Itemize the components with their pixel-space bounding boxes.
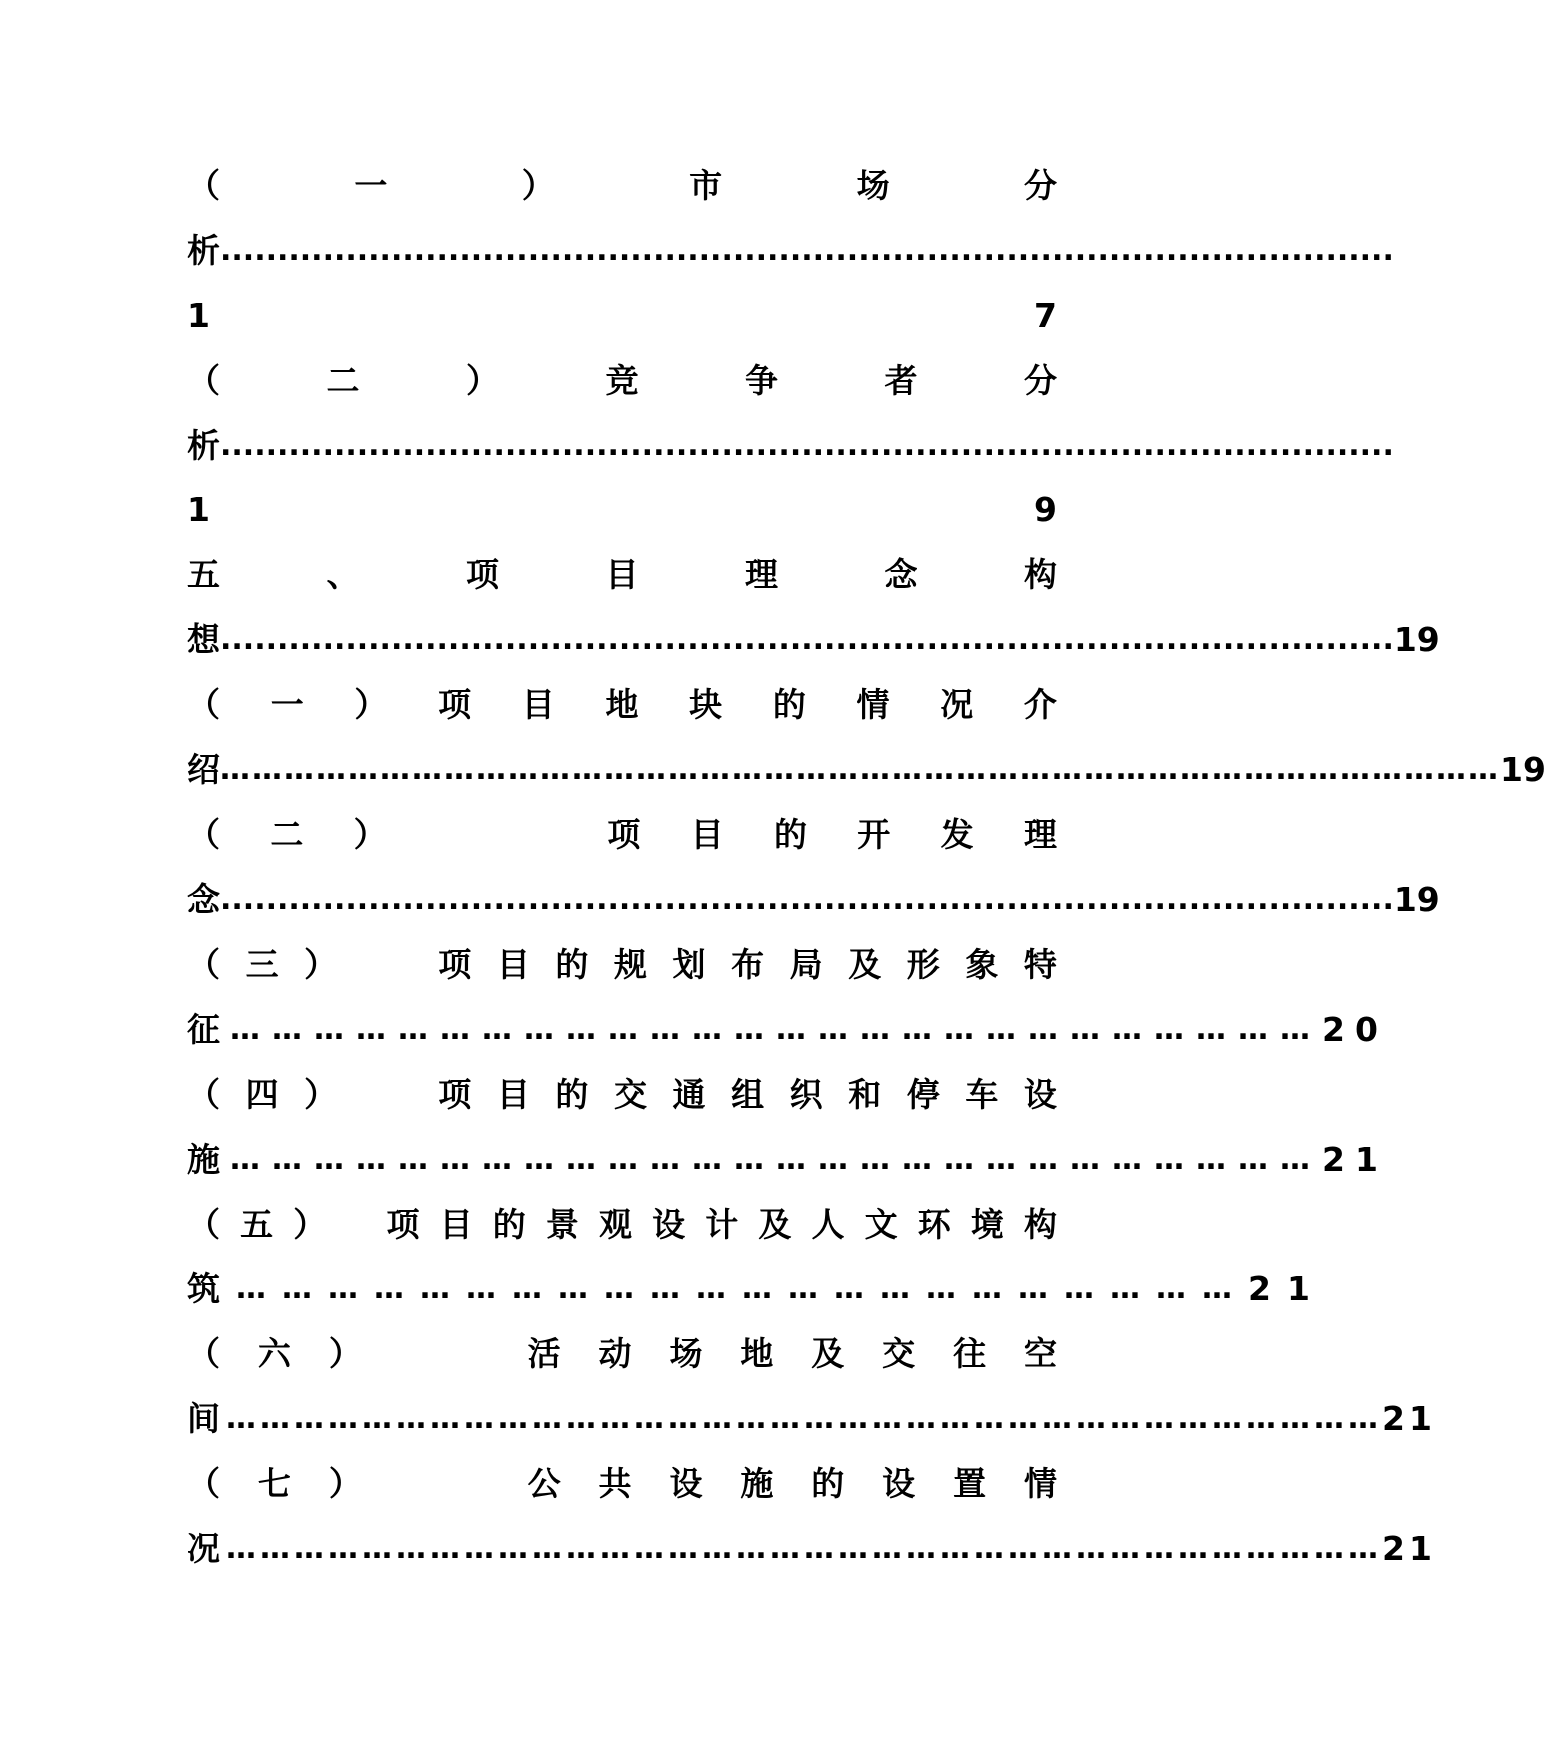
heading-char: 项 — [466, 555, 499, 594]
heading-char: 设 — [882, 1464, 916, 1503]
heading-tail: 念 — [187, 880, 220, 919]
heading-char: 况 — [940, 685, 974, 724]
heading-char: 计 — [705, 1205, 739, 1244]
heading-char: ） — [328, 1464, 362, 1503]
heading-char: 场 — [856, 166, 890, 205]
heading-char: 及 — [758, 1205, 792, 1244]
heading-char: ） — [328, 1334, 362, 1373]
heading-char: 共 — [598, 1464, 632, 1503]
heading-char: 地 — [605, 685, 639, 724]
page-number: 19 — [1393, 880, 1440, 919]
heading-char: （ — [187, 1075, 220, 1114]
dot-leader: ………………………………………………………………………………………… — [226, 1401, 1382, 1436]
heading-char: （ — [187, 1334, 220, 1373]
dot-leader: ....................................................................................................... — [220, 882, 1394, 917]
dot-leader: ………………………………………………………………………………………… — [226, 1531, 1382, 1566]
page-number-digit: 9 — [1034, 490, 1057, 529]
heading-char: 象 — [965, 945, 999, 984]
heading-char: 市 — [689, 166, 723, 205]
dot-leader: ………………………………………………………………………………………………………… — [220, 752, 1500, 787]
heading-char: 目 — [496, 945, 530, 984]
heading-char: 停 — [906, 1075, 940, 1114]
heading-char: 组 — [731, 1075, 765, 1114]
heading-char: 人 — [811, 1205, 845, 1244]
heading-char: 项 — [607, 815, 641, 854]
heading-char: 活 — [527, 1334, 561, 1373]
heading-char: （ — [187, 1205, 220, 1244]
heading-char: 交 — [882, 1334, 916, 1373]
heading-char: 设 — [669, 1464, 703, 1503]
toc-entry-public-facilities-leader[interactable] — [187, 1526, 1436, 1572]
heading-char: 念 — [884, 555, 918, 594]
heading-char: 观 — [599, 1205, 632, 1244]
dot-leader: …………………………………………………………………… — [230, 1142, 1322, 1177]
dot-leader: ....................................................................................................... — [220, 622, 1394, 657]
heading-char: 特 — [1023, 945, 1057, 984]
toc-entry-competitor-analysis-page[interactable] — [187, 487, 1057, 533]
toc-entry-development-concept-leader[interactable] — [187, 877, 1440, 923]
heading-char: 争 — [745, 361, 778, 400]
heading-char: ） — [354, 685, 388, 724]
heading-char: 理 — [1023, 815, 1057, 854]
toc-entry-landscape-design-leader[interactable] — [187, 1266, 1326, 1312]
heading-char: 目 — [496, 1075, 530, 1114]
page-number: 20 — [1322, 1010, 1388, 1049]
heading-char: 及 — [848, 945, 882, 984]
page-number: 21 — [1382, 1529, 1436, 1568]
dot-leader: ....................................................................................................... — [220, 233, 1394, 268]
heading-char: 项 — [438, 685, 472, 724]
heading-char: 二 — [326, 361, 360, 400]
heading-tail: 施 — [187, 1140, 220, 1179]
heading-char: 设 — [1023, 1075, 1057, 1114]
heading-char: 景 — [545, 1205, 579, 1244]
heading-char: 一 — [270, 685, 304, 724]
heading-char: 局 — [789, 945, 823, 984]
heading-char: 目 — [690, 815, 724, 854]
heading-char: 规 — [613, 945, 647, 984]
toc-entry-public-facilities-heading[interactable] — [187, 1461, 1057, 1507]
heading-char: （ — [187, 1464, 220, 1503]
heading-char: 的 — [811, 1464, 845, 1503]
toc-entry-development-concept-heading[interactable] — [187, 812, 1057, 858]
heading-char: 境 — [970, 1205, 1004, 1244]
heading-char: 六 — [257, 1334, 291, 1373]
heading-tail: 想 — [187, 620, 220, 659]
heading-char: 三 — [245, 945, 279, 984]
heading-char: 目 — [521, 685, 555, 724]
dot-leader: ....................................................................................................... — [220, 428, 1394, 463]
heading-char: 、 — [326, 555, 360, 594]
heading-char: ） — [466, 361, 499, 400]
toc-entry-market-analysis-page[interactable] — [187, 293, 1057, 339]
heading-char: 文 — [864, 1205, 898, 1244]
heading-char: 项 — [438, 1075, 472, 1114]
page-number: 19 — [1500, 750, 1546, 789]
heading-char: 的 — [555, 945, 589, 984]
toc-entry-landscape-design-heading[interactable] — [187, 1202, 1057, 1248]
heading-char: 发 — [940, 815, 974, 854]
heading-char: 者 — [884, 361, 918, 400]
heading-char: 介 — [1023, 685, 1057, 724]
heading-char: 的 — [555, 1075, 589, 1114]
heading-char: 施 — [740, 1464, 774, 1503]
heading-char: 竞 — [605, 361, 639, 400]
heading-char: 形 — [906, 945, 940, 984]
heading-char: 置 — [953, 1464, 987, 1503]
toc-entry-site-introduction-heading[interactable] — [187, 682, 1057, 728]
heading-char: 通 — [672, 1075, 706, 1114]
toc-entry-activity-space-leader[interactable] — [187, 1396, 1436, 1442]
heading-char: 交 — [613, 1075, 647, 1114]
heading-char: ） — [293, 1205, 327, 1244]
heading-char: 设 — [652, 1205, 686, 1244]
heading-char: ） — [353, 815, 387, 854]
heading-char: （ — [187, 685, 220, 724]
toc-entry-project-concept-heading[interactable] — [187, 552, 1057, 598]
heading-char: 公 — [527, 1464, 561, 1503]
heading-char: 动 — [598, 1334, 632, 1373]
heading-char: 情 — [856, 685, 890, 724]
heading-char: 项 — [386, 1205, 420, 1244]
toc-entry-project-concept-leader[interactable] — [187, 617, 1440, 663]
heading-char: 情 — [1023, 1464, 1057, 1503]
heading-char: 的 — [772, 685, 806, 724]
toc-entry-competitor-analysis-heading[interactable] — [187, 358, 1057, 404]
heading-char: 块 — [689, 685, 723, 724]
heading-char: 织 — [789, 1075, 823, 1114]
heading-tail: 析 — [187, 231, 220, 270]
dot-leader: ………………………………………………………… — [236, 1271, 1248, 1306]
heading-char: 四 — [245, 1075, 279, 1114]
heading-char: （ — [187, 166, 220, 205]
heading-tail: 绍 — [187, 750, 220, 789]
heading-char: ） — [521, 166, 555, 205]
heading-tail: 征 — [187, 1010, 220, 1049]
heading-char: ） — [304, 945, 338, 984]
heading-char: 环 — [917, 1205, 951, 1244]
toc-entry-traffic-parking-heading[interactable] — [187, 1072, 1057, 1118]
heading-tail: 况 — [187, 1529, 220, 1568]
toc-entry-planning-layout-leader[interactable] — [187, 1007, 1388, 1053]
heading-tail: 间 — [187, 1399, 220, 1438]
heading-char: 空 — [1023, 1334, 1057, 1373]
heading-char: 七 — [257, 1464, 291, 1503]
heading-char: 项 — [438, 945, 472, 984]
heading-char: 目 — [605, 555, 639, 594]
heading-char: 目 — [439, 1205, 473, 1244]
heading-char: 理 — [745, 555, 778, 594]
heading-char: 布 — [731, 945, 765, 984]
heading-char: 一 — [354, 166, 388, 205]
heading-char: 分 — [1023, 166, 1057, 205]
toc-entry-planning-layout-heading[interactable] — [187, 942, 1057, 988]
heading-char: 和 — [848, 1075, 882, 1114]
toc-entry-market-analysis-heading[interactable] — [187, 163, 1057, 209]
dot-leader: …………………………………………………………………… — [230, 1012, 1322, 1047]
page-number: 19 — [1393, 620, 1440, 659]
page-number-digit: 1 — [187, 490, 210, 529]
heading-tail: 析 — [187, 426, 220, 465]
heading-char: 划 — [672, 945, 706, 984]
heading-char: 五 — [187, 555, 220, 594]
page-number-digit: 7 — [1034, 296, 1057, 335]
page-number: 21 — [1322, 1140, 1388, 1179]
page-number-digit: 1 — [187, 296, 210, 335]
heading-char: 构 — [1024, 1205, 1057, 1244]
heading-char: 构 — [1024, 555, 1057, 594]
toc-entry-market-analysis-leader[interactable] — [187, 228, 1394, 274]
heading-char: 地 — [740, 1334, 774, 1373]
heading-char: 及 — [811, 1334, 845, 1373]
heading-char: 开 — [857, 815, 891, 854]
toc-entry-site-introduction-leader[interactable] — [187, 747, 1546, 793]
heading-char: （ — [187, 945, 220, 984]
heading-char: 二 — [270, 815, 304, 854]
heading-char: （ — [187, 815, 220, 854]
heading-char: 车 — [965, 1075, 999, 1114]
heading-char: 五 — [240, 1205, 274, 1244]
page-number: 21 — [1382, 1399, 1436, 1438]
heading-tail: 筑 — [187, 1269, 220, 1308]
heading-char: 场 — [669, 1334, 703, 1373]
heading-char: 的 — [492, 1205, 526, 1244]
heading-char: （ — [187, 361, 220, 400]
heading-char: 的 — [773, 815, 807, 854]
heading-char: ） — [304, 1075, 338, 1114]
toc-entry-traffic-parking-leader[interactable] — [187, 1137, 1388, 1183]
heading-char: 往 — [953, 1334, 987, 1373]
toc-entry-competitor-analysis-leader[interactable] — [187, 423, 1394, 469]
page-number: 21 — [1248, 1269, 1326, 1308]
toc-entry-activity-space-heading[interactable] — [187, 1331, 1057, 1377]
heading-char: 分 — [1024, 361, 1057, 400]
